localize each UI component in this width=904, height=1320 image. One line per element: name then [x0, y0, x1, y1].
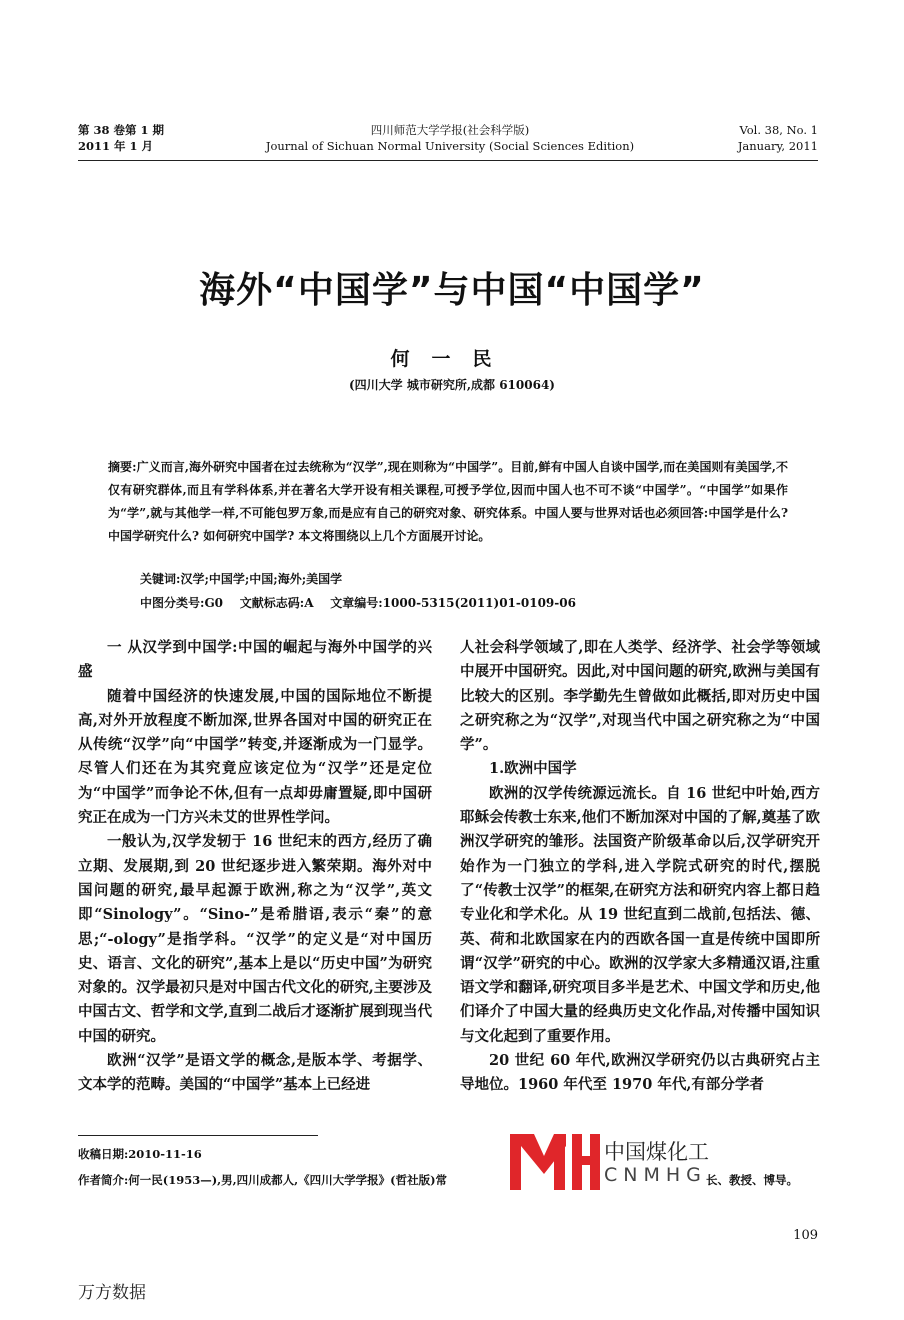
header-journal-cn: 四川师范大学学报(社会科学版) — [370, 123, 530, 137]
paragraph: 欧洲“汉学”是语文学的概念,是版本学、考据学、文本学的范畴。美国的“中国学”基本上已经进 — [78, 1052, 432, 1094]
abstract-label: 摘要: — [108, 460, 137, 474]
doc-code-label: 文献标志码: — [239, 596, 305, 610]
class-value: G0 — [204, 596, 224, 610]
paragraph: 20 世纪 60 年代,欧洲汉学研究仍以古典研究占主导地位。1960 年代至 1970 年代,有部分学者 — [460, 1052, 820, 1094]
footnote-bio — [78, 1172, 447, 1188]
header-date-cn: 2011 年 1 月 — [78, 139, 154, 153]
classification-line — [140, 594, 576, 611]
watermark-logo — [510, 1134, 709, 1194]
footer-mark: 万方数据 — [78, 1283, 146, 1303]
header-vol-en: Vol. 38, No. 1 — [739, 123, 818, 137]
class-label: 中图分类号: — [140, 596, 205, 610]
doc-code-value: A — [304, 596, 314, 610]
footnote-divider — [78, 1135, 318, 1136]
section-heading: 一 从汉学到中国学:中国的崛起与海外中国学的兴盛 — [78, 639, 432, 681]
watermark-en: CNMHG — [604, 1164, 707, 1186]
paragraph: 一般认为,汉学发轫于 16 世纪末的西方,经历了确立期、发展期,到 20 世纪逐步进入繁荣期。海外对中国问题的研究,最早起源于欧洲,称之为“汉学”,英文即“Sinology”。“Sino-”是希腊语,表示“秦”的意思;“-ology”是指学科。“汉学”的定义是“对中国历史、语言、文化的研究”,基本上是以“历史中国”为研究对象的。汉学最初只是对中国古代文化的研究,主要涉及中国古文、哲学和文学,直到二战后才逐渐扩展到现当代中国的研究。 — [78, 833, 432, 1045]
bio-text: 何一民(1953—),男,四川成都人,《四川大学学报》(哲社版)常 — [128, 1173, 448, 1187]
received-label: 收稿日期: — [78, 1147, 129, 1161]
paper-title: 海外“中国学”与中国“中国学” — [199, 270, 705, 311]
watermark-mh-icon — [510, 1134, 600, 1190]
paper-affiliation: (四川大学 城市研究所,成都 610064) — [349, 378, 555, 392]
received-value: 2010-11-16 — [128, 1147, 202, 1161]
body-column-right — [460, 636, 820, 1098]
keywords — [140, 570, 342, 587]
paragraph: 人社会科学领域了,即在人类学、经济学、社会学等领域中展开中国研究。因此,对中国问题的研究,欧洲与美国有比较大的区别。李学勤先生曾做如此概括,即对历史中国之研究称之为“汉学”,对现当代中国之研究称之为“中国学”。 — [460, 639, 820, 754]
header-journal — [230, 122, 670, 154]
body-column-left — [78, 636, 432, 1098]
bio-label: 作者简介: — [78, 1173, 129, 1187]
page-number: 109 — [793, 1228, 818, 1243]
header-journal-en: Journal of Sichuan Normal University (Social Sciences Edition) — [265, 139, 635, 153]
header-divider — [78, 160, 818, 161]
watermark-cn: 中国煤化工 — [604, 1140, 709, 1164]
paragraph: 随着中国经济的快速发展,中国的国际地位不断提高,对外开放程度不断加深,世界各国对中国的研究正在从传统“汉学”向“中国学”转变,并逐渐成为一门显学。尽管人们还在为其究竟应该定位为“汉学”还是定位为“中国学”而争论不休,但有一点却毋庸置疑,即中国研究正在成为一门方兴未艾的世界性学问。 — [78, 687, 432, 827]
abstract-text: 广义而言,海外研究中国者在过去统称为“汉学”,现在则称为“中国学”。目前,鲜有中国人自谈中国学,而在美国则有美国学,不仅有研究群体,而且有学科体系,并在著名大学开设有相关课程,可授予学位,因而中国人也不可不谈“中国学”。“中国学”如果作为“学”,就与其他学一样,不可能包罗万象,而是应有自己的研究对象、研究体系。中国人要与世界对话也必须回答:中国学是什么? 中国学研究什么? 如何研究中国学? 本文将围绕以上几个方面展开讨论。 — [108, 460, 788, 543]
paragraph: 欧洲的汉学传统源远流长。自 16 世纪中叶始,西方耶稣会传教士东来,他们不断加深对中国的了解,奠基了欧洲汉学研究的雏形。法国资产阶级革命以后,汉学研究开始作为一门独立的学科,进入学院式研究的时代,摆脱了“传教士汉学”的框架,在研究方法和研究内容上都日趋专业化和学术化。从 19 世纪直到二战前,包括法、德、英、荷和北欧国家在内的西欧各国一直是传统中国即所谓“汉学”研究的中心。欧洲的汉学家大多精通汉语,注重语文学和翻译,研究项目多半是艺术、中国文学和历史,他们译介了中国大量的经典历史文化作品,对传播中国知识与文化起到了重要作用。 — [460, 784, 820, 1045]
article-no-label: 文章编号: — [330, 596, 383, 610]
keywords-label: 关键词: — [140, 572, 181, 586]
footnote-received — [78, 1146, 202, 1162]
footnote-bio-tail: 长、教授、博导。 — [706, 1173, 798, 1187]
keywords-value: 汉学;中国学;中国;海外;美国学 — [180, 572, 343, 586]
subsection-heading: 1.欧洲中国学 — [489, 760, 577, 778]
header-volume-cn — [78, 122, 164, 154]
header-vol-cn: 第 38 卷第 1 期 — [78, 123, 165, 137]
header-volume-en — [738, 122, 818, 154]
abstract — [108, 456, 788, 548]
header-date-en: January, 2011 — [737, 139, 818, 153]
paper-author: 何一民 — [390, 348, 514, 370]
article-no-value: 1000-5315(2011)01-0109-06 — [382, 596, 576, 610]
